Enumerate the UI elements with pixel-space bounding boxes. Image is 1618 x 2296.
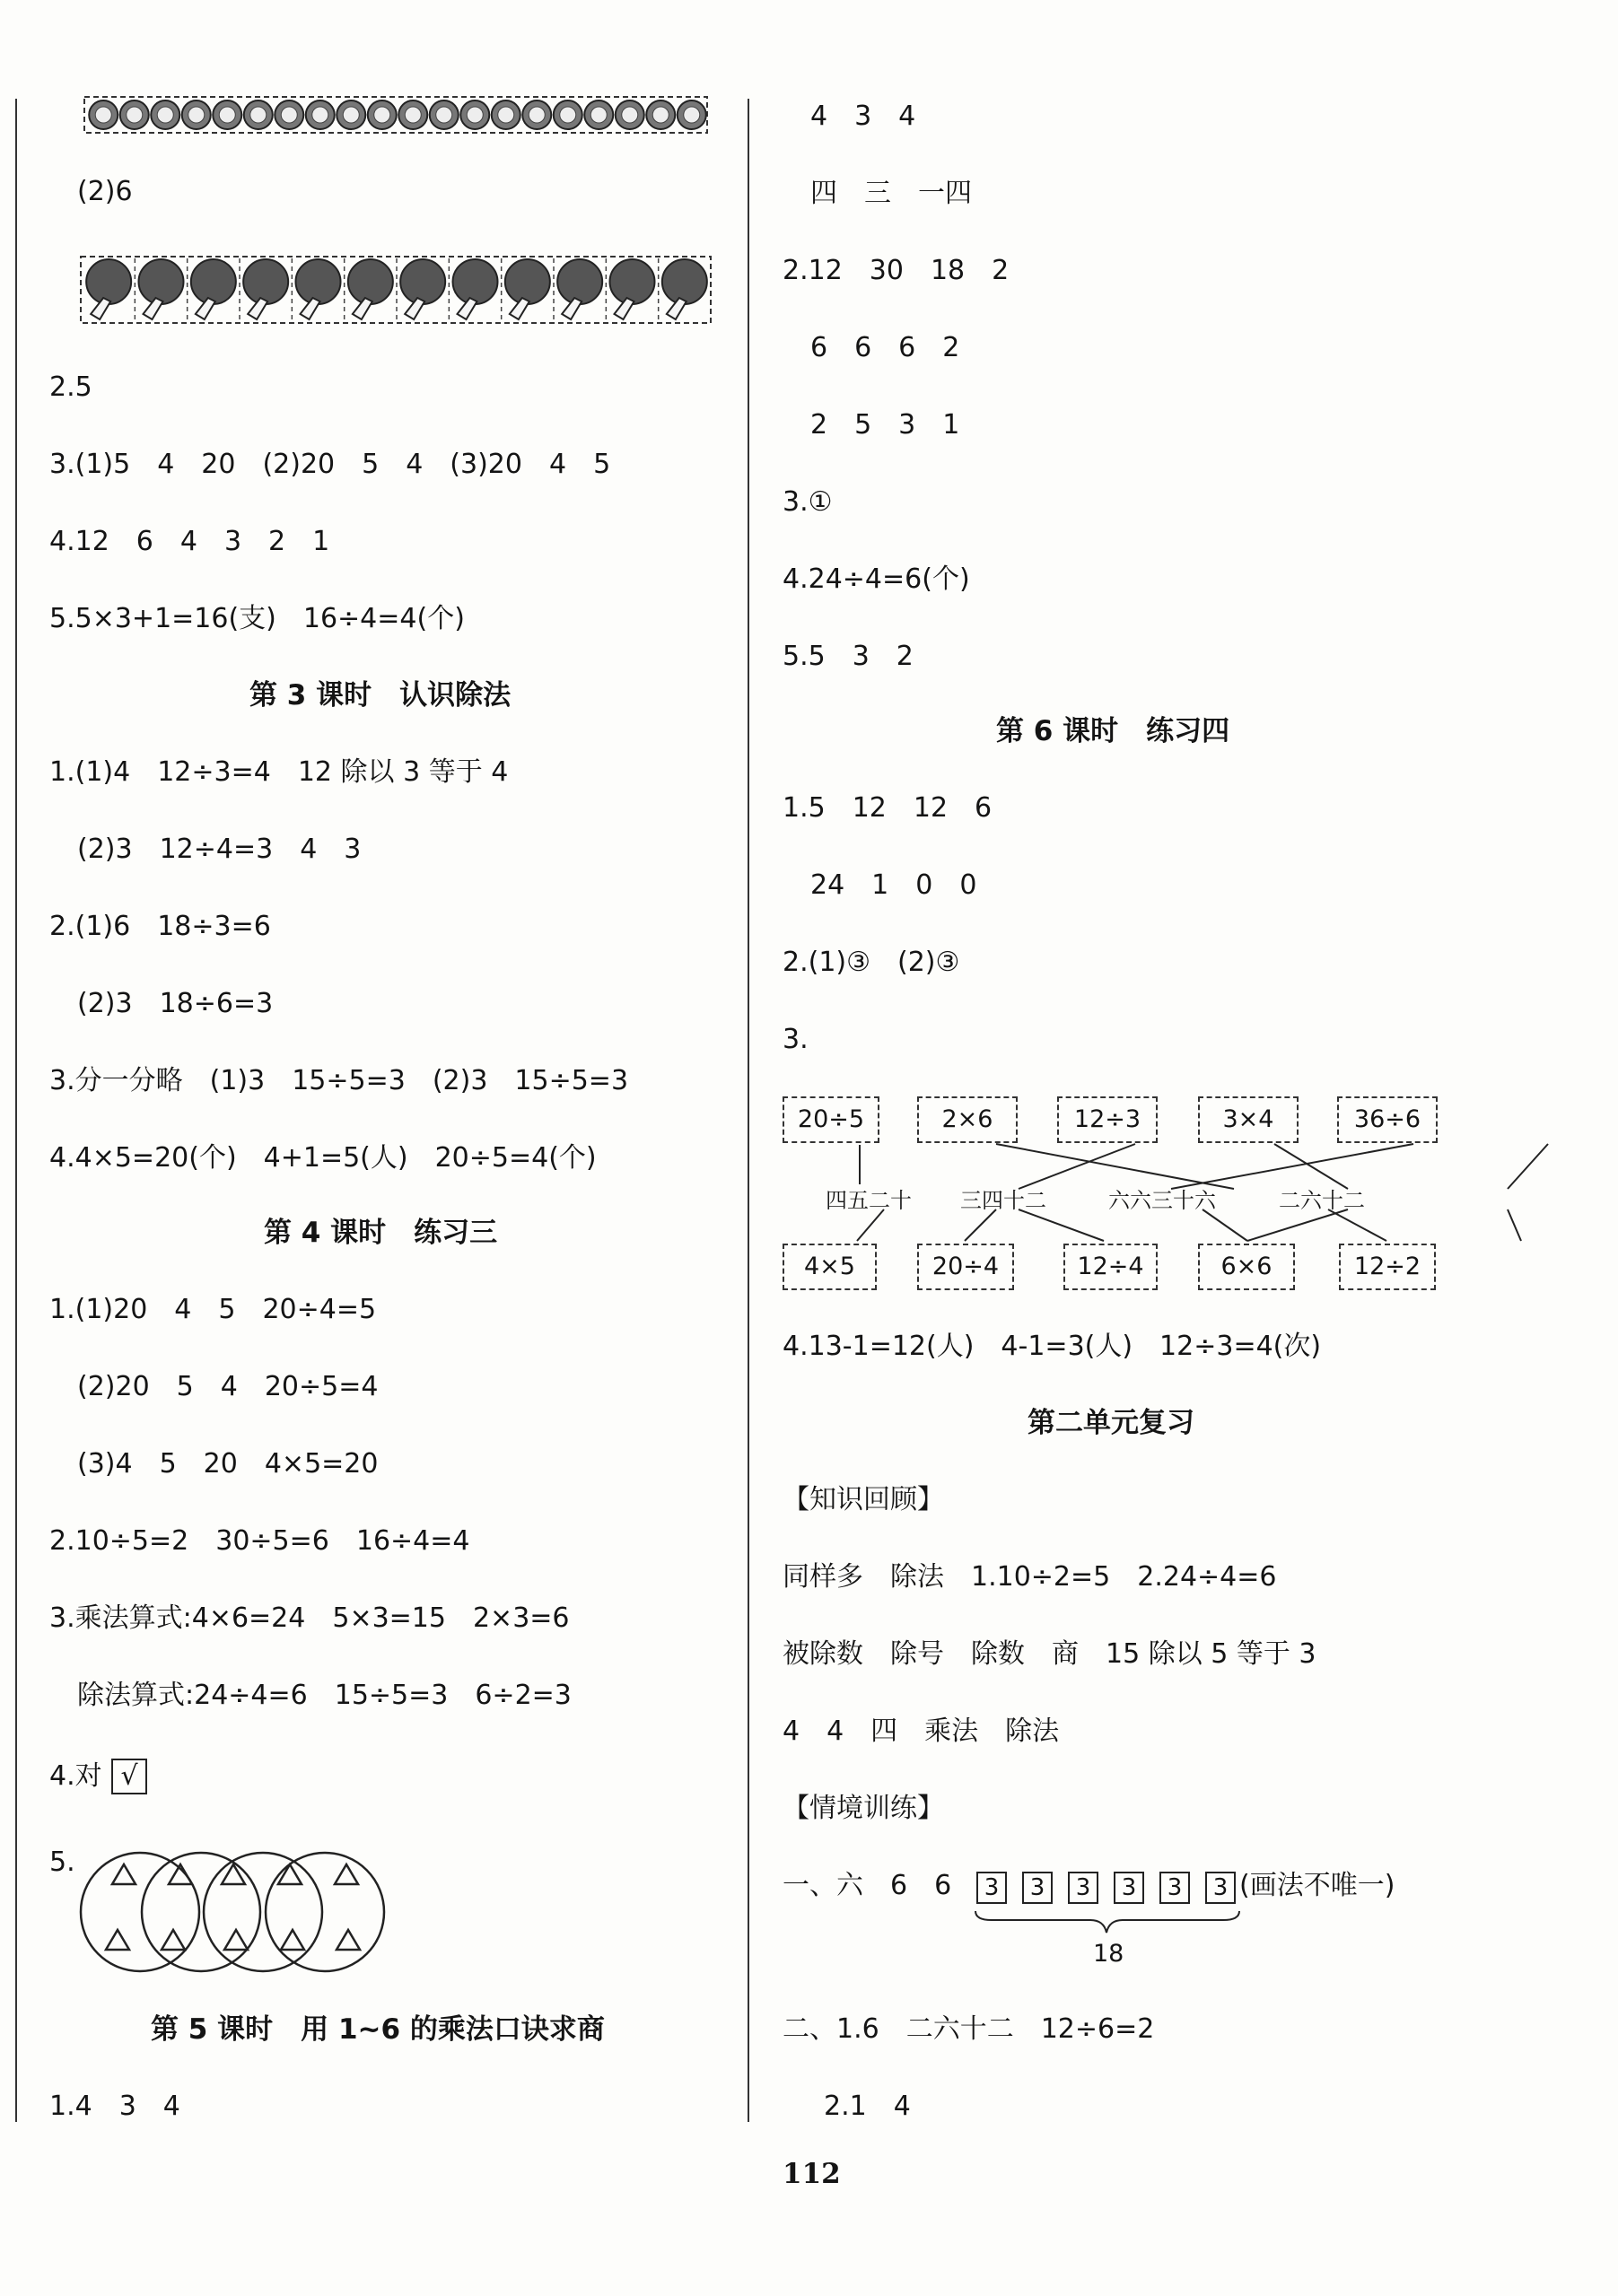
match-bottom-box: 20÷4 [917, 1244, 1014, 1290]
answer-line: 3. [783, 1024, 809, 1055]
match-rhyme: 六六三十六 [1108, 1188, 1216, 1213]
number-box: 3 [1205, 1872, 1236, 1904]
answer-line: 2.10÷5=2 30÷5=6 16÷4=4 [49, 1525, 470, 1557]
answer-line: 1.4 3 4 [49, 2091, 180, 2122]
answer-line: 4 3 4 [810, 100, 916, 132]
unit-review-heading: 第二单元复习 [1028, 1407, 1194, 1439]
section-label: 【知识回顾】 [783, 1484, 944, 1515]
match-top-box: 36÷6 [1337, 1096, 1438, 1143]
answer-line: 3.乘法算式:4×6=24 5×3=15 2×3=6 [49, 1602, 570, 1634]
number-box: 3 [1159, 1872, 1190, 1904]
answer-line: 被除数 除号 除数 商 15 除以 5 等于 3 [783, 1638, 1316, 1670]
number-box: 3 [1022, 1872, 1053, 1904]
match-top-box: 2×6 [917, 1096, 1018, 1143]
answer-line: 6 6 6 2 [810, 332, 960, 363]
answer-line: 除法算式:24÷4=6 15÷5=3 6÷2=3 [77, 1680, 572, 1711]
answer-line: (2)3 18÷6=3 [77, 988, 274, 1019]
answer-line: 5. [49, 1846, 75, 1878]
match-bottom-box: 4×5 [783, 1244, 877, 1290]
answer-line: 2.(1)③ (2)③ [783, 947, 960, 978]
answer-line: (3)4 5 20 4×5=20 [77, 1448, 379, 1480]
answer-line: 2.5 [49, 371, 92, 403]
match-rhyme: 四五二十 [826, 1188, 912, 1213]
answer-line: 3.分一分略 (1)3 15÷5=3 (2)3 15÷5=3 [49, 1065, 629, 1096]
match-rhyme: 三四十二 [960, 1188, 1046, 1213]
match-rhyme: 二六十二 [1279, 1188, 1365, 1213]
match-bottom-box: 6×6 [1198, 1244, 1295, 1290]
answer-line: 二、1.6 二六十二 12÷6=2 [783, 2013, 1155, 2045]
lesson-heading: 第 4 课时 练习三 [264, 1217, 498, 1249]
match-bottom-box: 12÷2 [1339, 1244, 1436, 1290]
answer-line: 4.对 [49, 1760, 102, 1792]
answer-line: 24 1 0 0 [810, 869, 977, 901]
answer-note: (画法不唯一) [1239, 1870, 1395, 1901]
number-box: 3 [1068, 1872, 1098, 1904]
answer-line: (2)20 5 4 20÷5=4 [77, 1371, 379, 1402]
answer-line: 4.24÷4=6(个) [783, 563, 970, 595]
answer-line: 一、六 6 6 [783, 1870, 952, 1901]
answer-line: (2)3 12÷4=3 4 3 [77, 834, 362, 865]
answer-line: 4.13-1=12(人) 4-1=3(人) 12÷3=4(次) [783, 1331, 1322, 1362]
match-top-box: 3×4 [1198, 1096, 1299, 1143]
answer-line: 四 三 一四 [810, 178, 972, 209]
brace-label: 18 [1093, 1940, 1124, 1968]
lesson-heading: 第 6 课时 练习四 [996, 715, 1230, 747]
answer-line: 1.(1)20 4 5 20÷4=5 [49, 1294, 377, 1325]
answer-line: 5.5×3+1=16(支) 16÷4=4(个) [49, 603, 465, 634]
match-top-box: 20÷5 [783, 1096, 879, 1143]
answer-line: 4.4×5=20(个) 4+1=5(人) 20÷5=4(个) [49, 1142, 597, 1174]
page-number: 112 [783, 2158, 841, 2190]
answer-line: 3.① [783, 486, 833, 518]
checkmark-box: √ [111, 1759, 147, 1794]
answer-line: 1.5 12 12 6 [783, 792, 993, 824]
number-box: 3 [976, 1872, 1007, 1904]
lesson-heading: 第 3 课时 认识除法 [249, 679, 512, 711]
brace-icon [974, 1909, 1243, 1936]
answer-line: 2.1 4 [824, 2091, 911, 2122]
answer-line: 3.(1)5 4 20 (2)20 5 4 (3)20 4 5 [49, 449, 611, 480]
match-bottom-box: 12÷4 [1063, 1244, 1158, 1290]
answer-line: 2.12 30 18 2 [783, 255, 1010, 286]
answer-line: 2.(1)6 18÷3=6 [49, 911, 271, 942]
lesson-heading: 第 5 课时 用 1~6 的乘法口诀求商 [151, 2013, 605, 2046]
answer-line: 2 5 3 1 [810, 409, 960, 441]
section-label: 【情境训练】 [783, 1793, 944, 1824]
number-box: 3 [1114, 1872, 1144, 1904]
answer-line: (2)6 [77, 176, 133, 207]
answer-line: 5.5 3 2 [783, 641, 914, 672]
answer-line: 4 4 四 乘法 除法 [783, 1715, 1060, 1747]
match-top-box: 12÷3 [1057, 1096, 1158, 1143]
answer-line: 4.12 6 4 3 2 1 [49, 526, 330, 557]
answer-line: 1.(1)4 12÷3=4 12 除以 3 等于 4 [49, 756, 509, 788]
answer-line: 同样多 除法 1.10÷2=5 2.24÷4=6 [783, 1561, 1277, 1593]
